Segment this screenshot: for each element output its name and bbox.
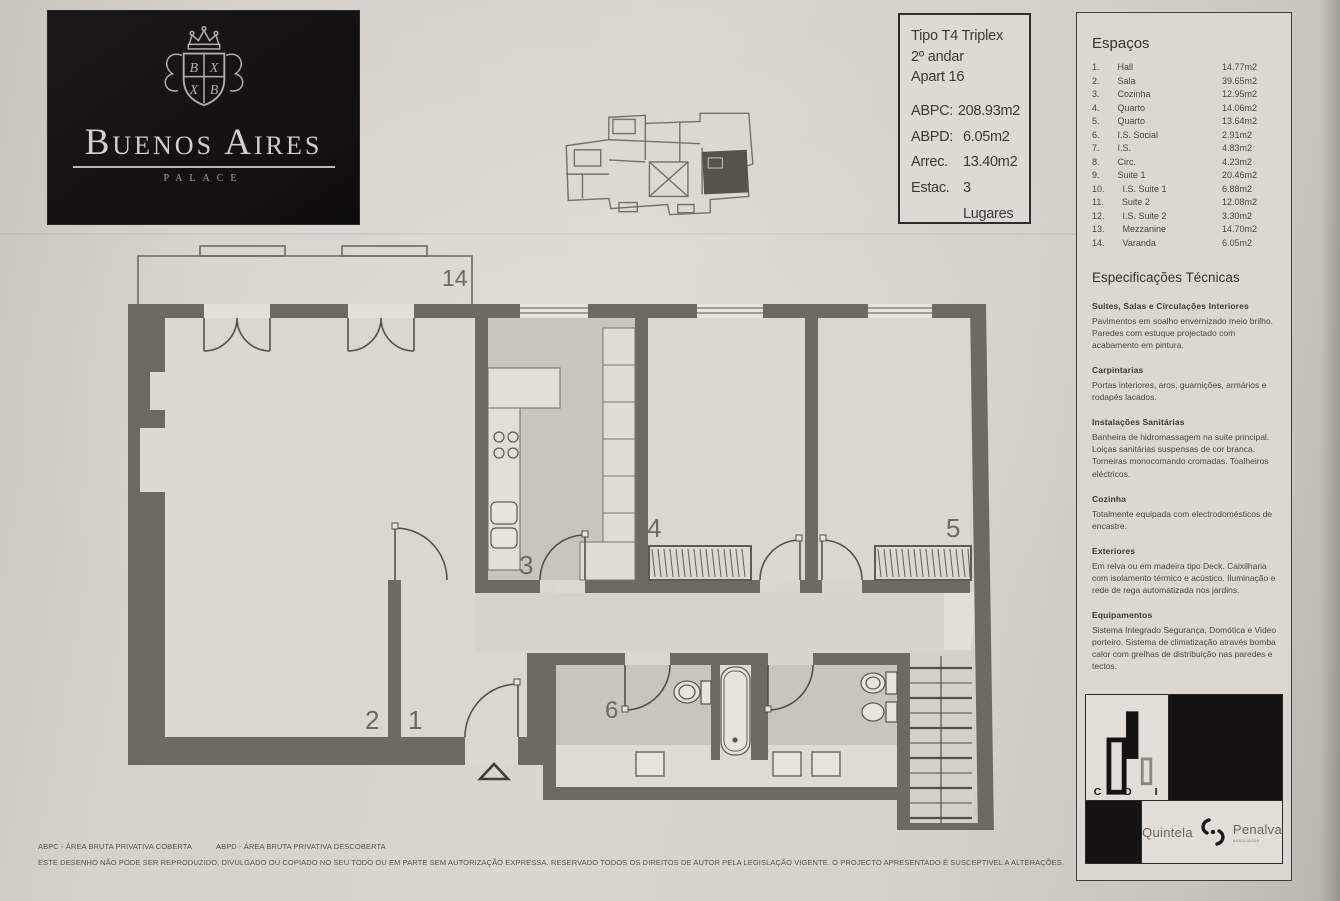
- spec-section: [1092, 494, 1278, 532]
- spec-body: Totalmente equipada com electrodomésticos de encastre.: [1092, 508, 1273, 531]
- space-num: 3.: [1092, 89, 1100, 99]
- space-name: I.S. Suite 1: [1122, 183, 1167, 194]
- space-name: Varanda: [1122, 237, 1156, 248]
- legend-abpc: ABPC - ÁREA BRUTA PRIVATIVA COBERTA: [38, 842, 192, 851]
- space-num: 10.: [1092, 183, 1105, 194]
- quintela-penalva-logo: [1142, 801, 1282, 863]
- paper-edge-shadow: [1320, 0, 1340, 901]
- spec-body: Banheira de hidromassagem na suite principal. Loiças sanitárias suspensas de cor branca. Torneiras monocomando cromadas. Toalheiros eléctricos.: [1092, 432, 1270, 479]
- metric-row: [911, 99, 1020, 125]
- space-row: [1092, 169, 1278, 183]
- spec-sidebar: [1076, 12, 1292, 881]
- space-name: I.S. Social: [1117, 129, 1159, 140]
- space-num: 9.: [1092, 170, 1100, 180]
- space-area: 2.91m2: [1222, 129, 1253, 140]
- space-num: 8.: [1092, 156, 1100, 167]
- unit-number: Apart 16: [911, 69, 965, 86]
- logo-rule: [73, 166, 335, 168]
- space-area: 14.77m2: [1222, 62, 1258, 72]
- windows: [520, 304, 932, 318]
- copyright-disclaimer: ESTE DESENHO NÃO PODE SER REPRODUZIDO, DIVULGADO OU COPIADO NO SEU TODO OU EM PARTE SEM AUTORIZAÇÃO EXPRESSA. RESERVADO TODOS OS DIREITOS DE AUTOR PELA LEGISLAÇÃO VIGENTE. O PROJECTO APRESENTADO É SUSCEPTIVEL A ALTERAÇÕES.: [38, 858, 1065, 867]
- key-plan-highlight: [702, 150, 749, 195]
- spec-heading: Exteriores: [1092, 545, 1136, 556]
- space-area: 14.70m2: [1222, 224, 1258, 234]
- unit-info-box: [898, 13, 1031, 224]
- crest-letter: X: [189, 82, 198, 98]
- metric-value: 3 Lugares: [963, 180, 1014, 222]
- metric-label: ABPD:: [911, 128, 954, 145]
- space-row: [1092, 88, 1278, 102]
- spec-heading: Equipamentos: [1092, 609, 1153, 620]
- space-name: Hall: [1117, 62, 1134, 72]
- sink-icon: [636, 752, 664, 776]
- space-row: [1092, 129, 1278, 143]
- spec-body: Em relva ou em madeira tipo Deck. Caixilharia com isolamento térmico e acústico. Iluminação e rede de rega automatizada nos jardins.: [1092, 560, 1276, 595]
- paper-crease: [0, 233, 1075, 235]
- metric-label: Estac.: [911, 180, 950, 197]
- cdi-letter: C: [1093, 786, 1102, 798]
- space-row: [1092, 75, 1278, 89]
- partner-name-second: Penalva: [1232, 821, 1282, 837]
- space-row: [1092, 237, 1278, 251]
- brand-dark-panel: [1169, 695, 1282, 800]
- crest-icon: [148, 24, 260, 120]
- unit-floor: 2º andar: [911, 48, 964, 65]
- toilet-icon: [674, 681, 711, 704]
- metric-label: ABPC:: [911, 102, 954, 119]
- space-name: Mezzanine: [1122, 224, 1167, 234]
- space-area: 14.06m2: [1222, 102, 1258, 113]
- space-num: 1.: [1092, 62, 1100, 72]
- space-name: Suite 2: [1121, 197, 1150, 207]
- brand-block: [1085, 694, 1283, 864]
- space-row: [1092, 196, 1278, 210]
- sink-icon: [773, 752, 801, 776]
- space-row: [1092, 223, 1278, 237]
- space-row: [1092, 142, 1278, 156]
- bathtub-icon: [721, 667, 750, 755]
- space-row: [1092, 156, 1278, 170]
- crest-letter: X: [209, 60, 218, 75]
- spec-body: Portas interiores, aros, guarnições, armários e rodapés lacados.: [1092, 380, 1267, 403]
- specs-title: Especificações Técnicas: [1092, 270, 1240, 285]
- spec-heading: Suites, Salas e Circulações Interiores: [1092, 301, 1249, 311]
- metric-value: 6.05m2: [963, 128, 1010, 145]
- spec-body: Sistema Integrado Segurança, Domótica e Video porteiro. Sistema de climatização através bomba calor com grelhas de distribuição nas paredes e tectos.: [1092, 624, 1277, 672]
- unit-type: Tipo T4 Triplex: [911, 28, 1004, 44]
- entrance-arrow-icon: [480, 764, 508, 779]
- key-plan-figure: [548, 103, 766, 225]
- room-label-varanda: 14: [442, 265, 468, 291]
- spec-heading: Cozinha: [1092, 493, 1127, 504]
- bidet-icon: [862, 702, 897, 722]
- cdi-logo: [1086, 695, 1169, 800]
- space-num: 14.: [1092, 237, 1105, 248]
- space-area: 20.46m2: [1222, 170, 1258, 180]
- cdi-letter: I: [1154, 786, 1158, 798]
- spec-heading: Carpintarias: [1092, 365, 1144, 376]
- room-label-quarto4: 4: [647, 513, 662, 543]
- metric-value: 208.93m2: [957, 102, 1020, 119]
- space-num: 6.: [1092, 129, 1100, 140]
- brand-dark-panel: [1086, 801, 1142, 863]
- room-label-hall: 1: [408, 705, 423, 735]
- space-name: I.S.: [1117, 143, 1132, 153]
- space-name: Cozinha: [1117, 89, 1151, 99]
- partner-subtitle: associados: [1232, 837, 1260, 843]
- space-area: 13.64m2: [1222, 116, 1258, 126]
- logo-subtitle: PALACE: [163, 173, 244, 184]
- spec-section: [1092, 610, 1278, 672]
- spec-section: [1092, 301, 1278, 351]
- room-label-is7: 7: [750, 697, 764, 724]
- space-num: 4.: [1092, 102, 1100, 113]
- space-num: 11.: [1092, 197, 1104, 207]
- logo-title: Buenos Aires: [84, 122, 323, 163]
- space-area: 6.05m2: [1222, 237, 1253, 248]
- space-name: Quarto: [1117, 102, 1146, 113]
- space-area: 39.65m2: [1222, 75, 1258, 86]
- floor-plan: [120, 240, 1010, 830]
- room-label-sala: 2: [365, 705, 380, 735]
- partner-name-first: Quintela: [1142, 824, 1193, 840]
- brand-row: [1086, 801, 1282, 863]
- crest-letter: B: [189, 60, 198, 75]
- space-name: Suite 1: [1117, 170, 1146, 180]
- space-num: 12.: [1092, 210, 1105, 221]
- penalva-swirl-icon: [1200, 818, 1226, 846]
- space-name: Quarto: [1117, 116, 1146, 126]
- space-num: 5.: [1092, 116, 1100, 126]
- metric-row: [911, 125, 1020, 151]
- spec-section: [1092, 546, 1278, 596]
- metric-row: [911, 176, 1020, 228]
- legend-abpd: ABPD - ÁREA BRUTA PRIVATIVA DESCOBERTA: [216, 842, 386, 851]
- space-num: 2.: [1092, 75, 1100, 86]
- spec-heading: Instalações Sanitárias: [1092, 417, 1185, 428]
- unit-metrics: [911, 99, 1020, 228]
- space-area: 6.88m2: [1222, 183, 1253, 194]
- room-label-quarto5: 5: [946, 513, 961, 543]
- space-area: 12.08m2: [1222, 197, 1258, 207]
- spec-section: [1092, 417, 1278, 479]
- space-name: I.S. Suite 2: [1122, 210, 1167, 221]
- toilet-icon: [861, 672, 897, 694]
- space-name: Circ.: [1117, 156, 1137, 167]
- space-area: 4.83m2: [1222, 143, 1253, 153]
- space-area: 3.30m2: [1222, 210, 1253, 221]
- metric-value: 13.40m2: [963, 154, 1018, 171]
- spec-body: Pavimentos em soalho envernizado meio brilho. Paredes com estuque projectado com acabamento em pintura.: [1092, 316, 1273, 351]
- metric-label: Arrec.: [911, 154, 948, 171]
- spec-section: [1092, 365, 1278, 403]
- space-row: [1092, 183, 1278, 197]
- space-row: [1092, 210, 1278, 224]
- crest-letter: B: [209, 82, 218, 98]
- metric-row: [911, 150, 1020, 176]
- balcony-outline: [138, 246, 472, 304]
- space-row: [1092, 61, 1278, 75]
- space-area: 12.95m2: [1222, 89, 1258, 99]
- space-row: [1092, 115, 1278, 129]
- spaces-title: Espaços: [1092, 35, 1150, 52]
- room-label-cozinha: 3: [519, 550, 534, 580]
- space-num: 13.: [1092, 224, 1105, 234]
- space-area: 4.23m2: [1222, 156, 1253, 167]
- buenos-aires-logo: [47, 10, 360, 225]
- space-row: [1092, 102, 1278, 116]
- room-label-is-social: 6: [605, 697, 619, 724]
- brand-row: [1086, 695, 1282, 801]
- space-name: Sala: [1117, 75, 1136, 86]
- space-num: 7.: [1092, 143, 1100, 153]
- sink-icon: [812, 752, 840, 776]
- cdi-letter: D: [1124, 786, 1132, 798]
